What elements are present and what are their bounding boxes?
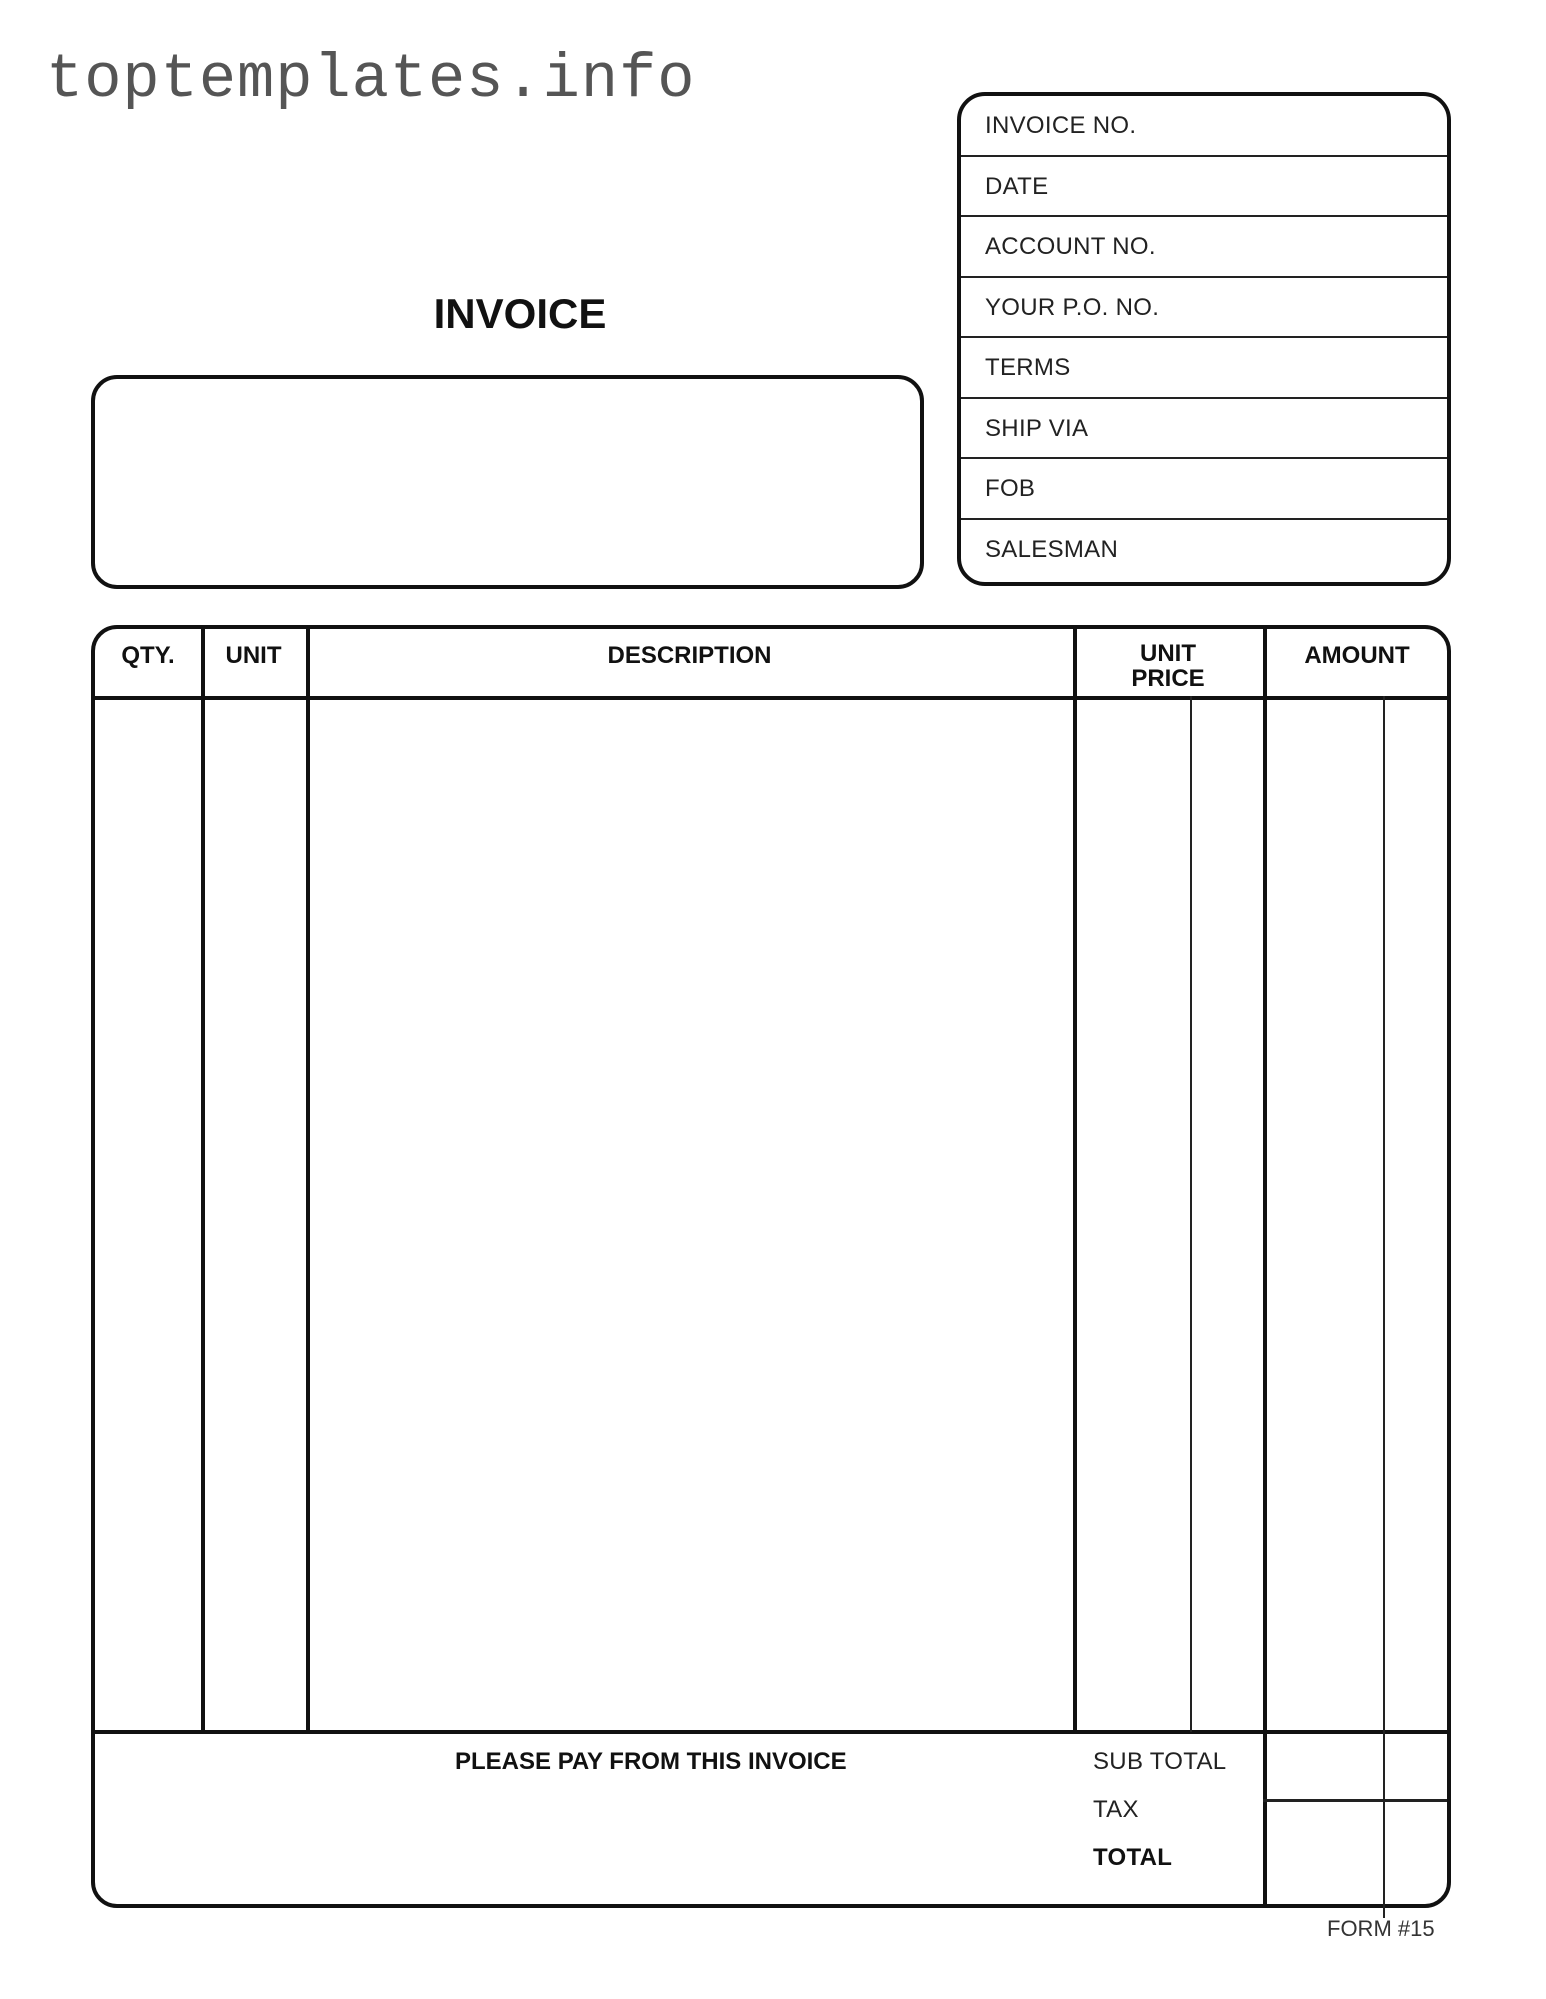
unit-description-divider: [306, 629, 310, 1730]
address-box[interactable]: [91, 375, 924, 589]
invoice-no-label: INVOICE NO.: [985, 112, 1137, 139]
unit-price-header-line2: PRICE: [1131, 665, 1205, 692]
description-price-divider: [1073, 629, 1077, 1730]
total-label: TOTAL: [1093, 1844, 1173, 1871]
total-separator: [1263, 1799, 1447, 1802]
amount-cents-divider: [1383, 696, 1385, 1918]
po-no-field[interactable]: [961, 278, 1447, 339]
ship-via-field[interactable]: [961, 399, 1447, 460]
price-amount-divider: [1263, 629, 1267, 1904]
qty-header: QTY.: [121, 642, 175, 669]
invoice-no-field[interactable]: [961, 96, 1447, 157]
description-header: DESCRIPTION: [607, 642, 772, 669]
salesman-field[interactable]: [961, 520, 1447, 581]
pay-note: PLEASE PAY FROM THIS INVOICE: [455, 1748, 847, 1775]
terms-label: TERMS: [985, 354, 1071, 381]
page-title: INVOICE: [433, 290, 607, 337]
footer-divider: [95, 1730, 1447, 1734]
fob-label: FOB: [985, 475, 1036, 502]
amount-header: AMOUNT: [1304, 642, 1410, 669]
tax-label: TAX: [1093, 1796, 1139, 1823]
salesman-label: SALESMAN: [985, 535, 1119, 563]
unit-price-header-line1: UNIT: [1140, 640, 1196, 667]
date-field[interactable]: [961, 157, 1447, 218]
account-no-label: ACCOUNT NO.: [985, 233, 1156, 260]
unit-price-cents-divider: [1190, 696, 1192, 1732]
date-label: DATE: [985, 172, 1049, 200]
ship-via-label: SHIP VIA: [985, 414, 1089, 442]
invoice-info-box: [957, 92, 1451, 586]
account-no-field[interactable]: [961, 217, 1447, 278]
line-items-table: [91, 625, 1451, 1908]
fob-field[interactable]: [961, 459, 1447, 520]
qty-unit-divider: [201, 629, 205, 1730]
terms-field[interactable]: [961, 338, 1447, 399]
watermark-logo: toptemplates.info: [46, 44, 696, 115]
unit-price-header: [1073, 641, 1263, 691]
po-no-label: YOUR P.O. NO.: [985, 293, 1160, 321]
subtotal-label: SUB TOTAL: [1093, 1748, 1227, 1775]
header-divider: [95, 696, 1447, 700]
unit-header: UNIT: [225, 642, 282, 669]
form-number: FORM #15: [1327, 1916, 1435, 1941]
